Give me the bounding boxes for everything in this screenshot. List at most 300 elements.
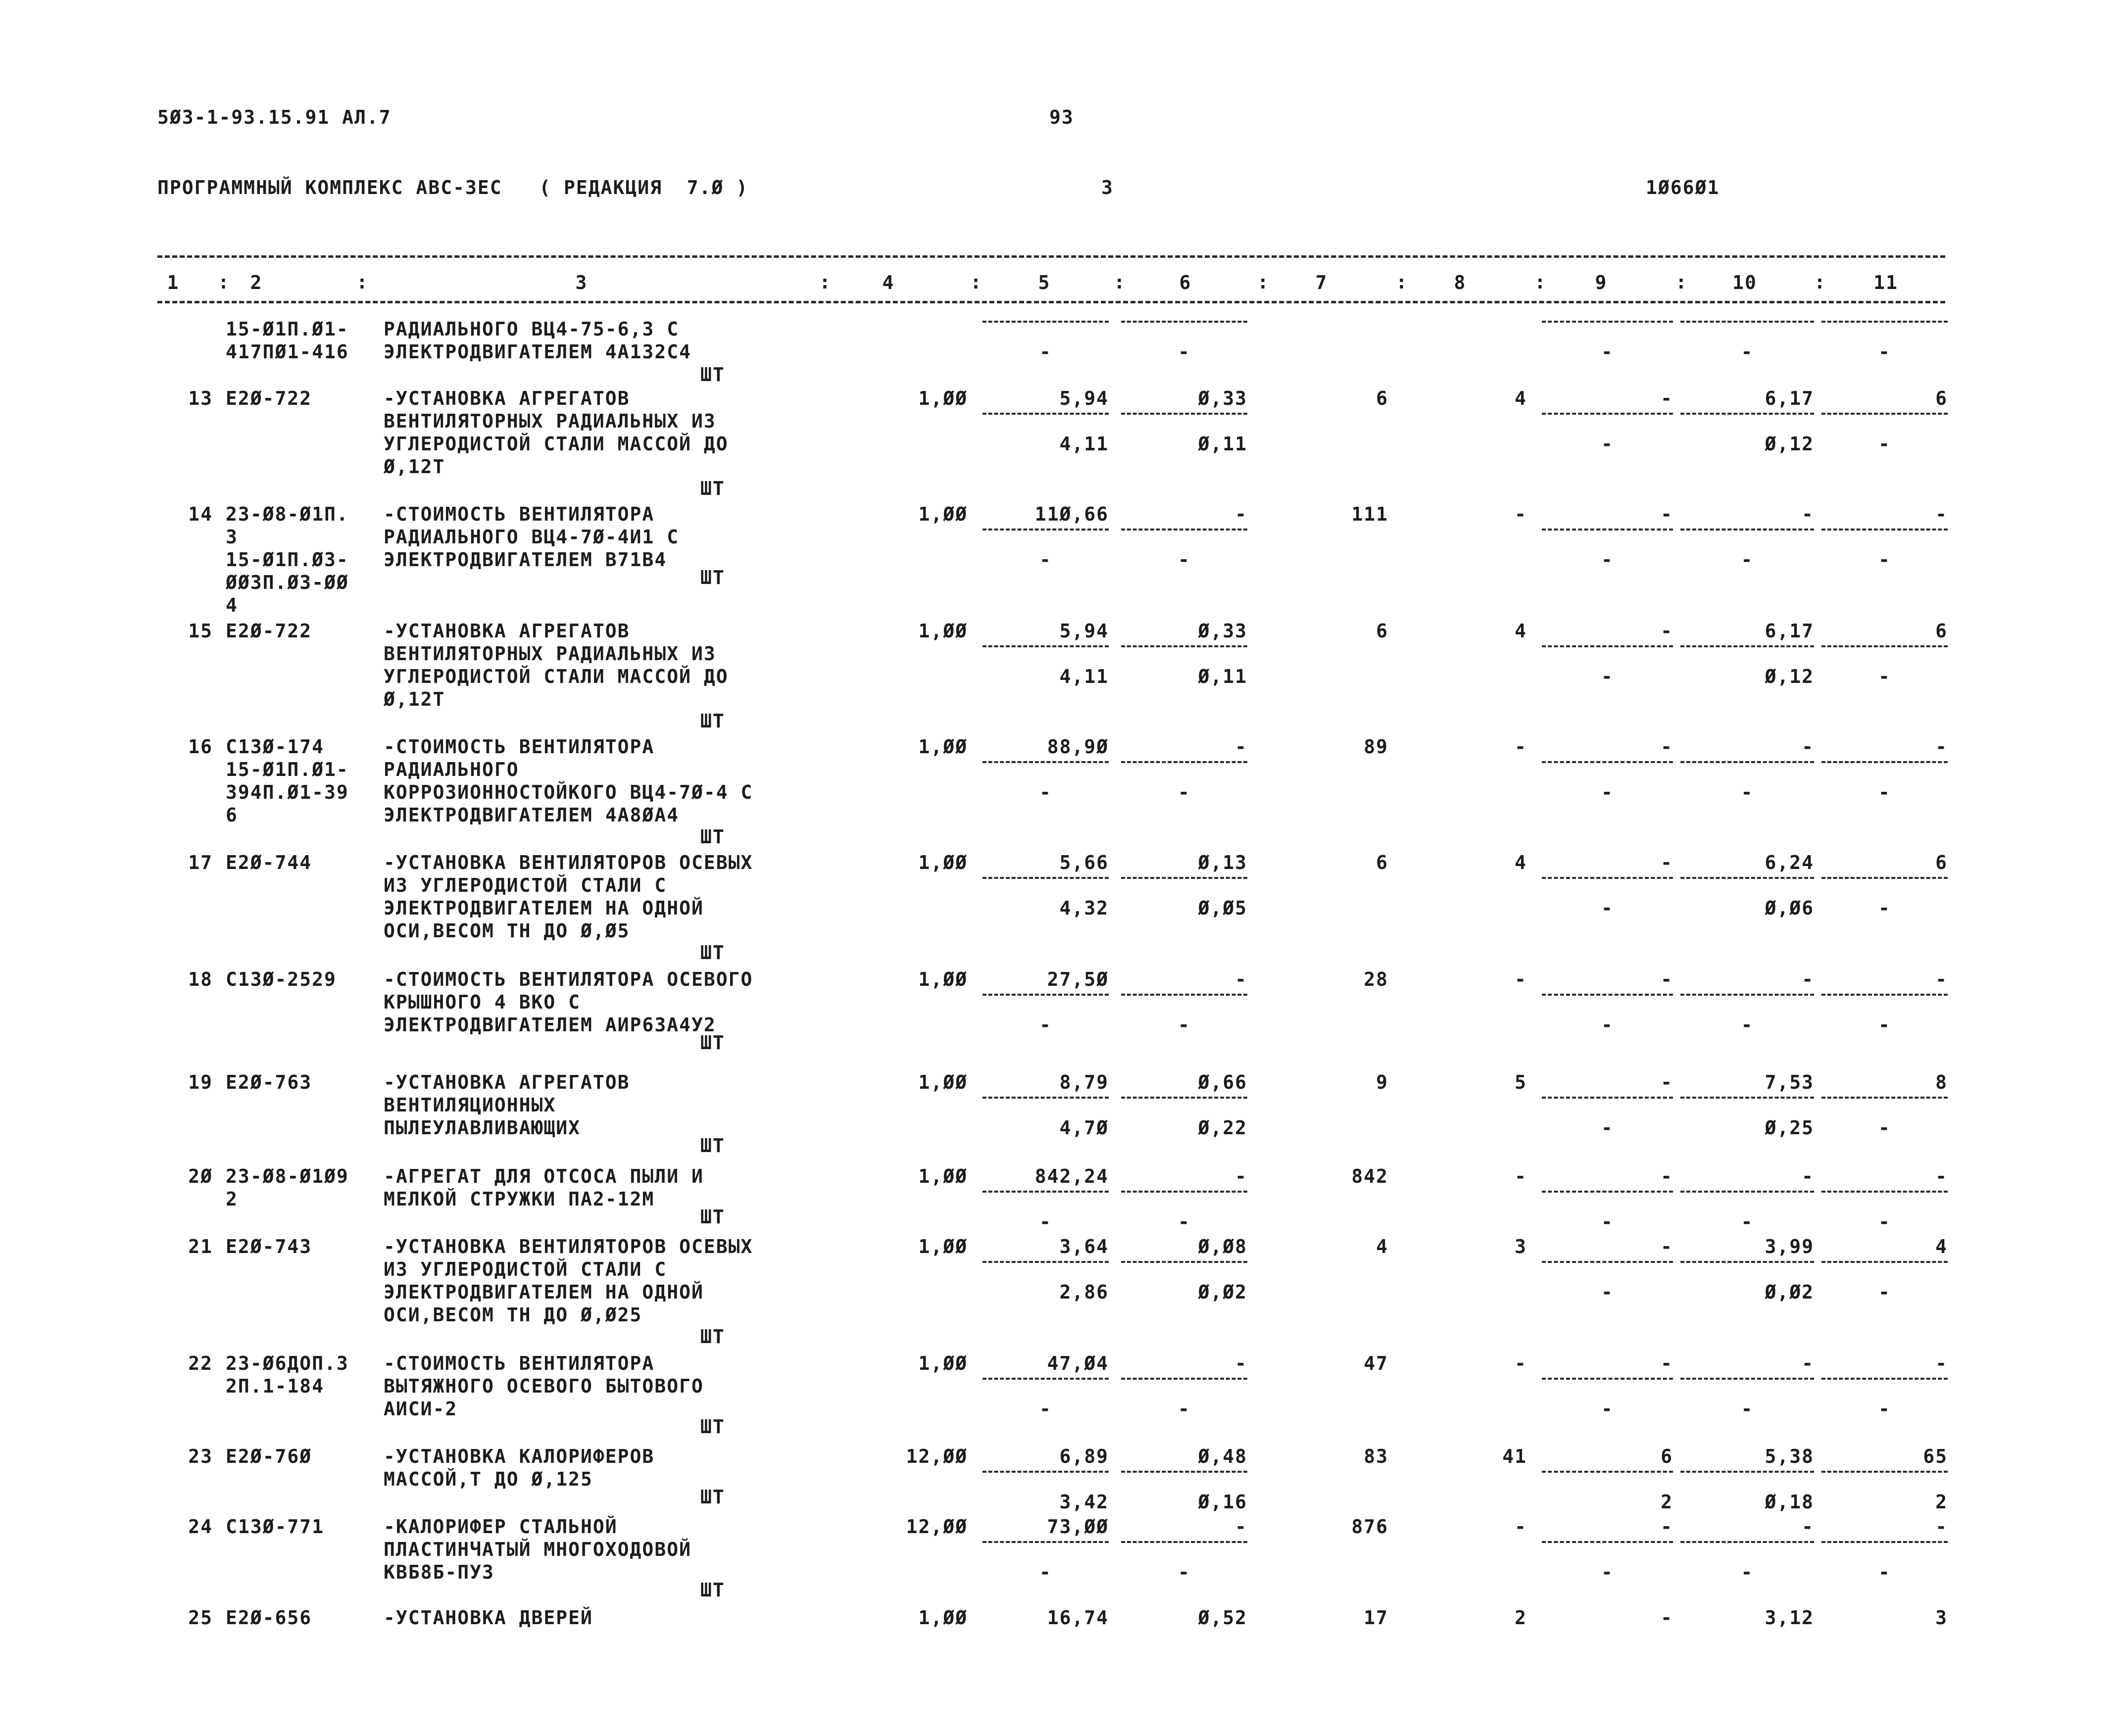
cell-divider: [1821, 413, 1948, 415]
row-description: -АГРЕГАТ ДЛЯ ОТСОСА ПЫЛИ И: [384, 1165, 704, 1187]
cell-c6: -: [1235, 1165, 1247, 1187]
cell-divider: [1680, 645, 1814, 647]
row-description: ВЕНТИЛЯТОРНЫХ РАДИАЛЬНЫХ ИЗ: [384, 643, 716, 665]
cell-c5-second: 3,42: [1059, 1491, 1109, 1513]
cell-c9-second: -: [1601, 1561, 1614, 1583]
cell-divider: [1680, 413, 1814, 415]
table-top-rule: [157, 255, 1945, 258]
column-header-9: 9: [1595, 272, 1608, 293]
cell-c9: -: [1661, 1352, 1673, 1374]
cell-c9-second: -: [1601, 897, 1614, 919]
cell-divider: [983, 994, 1109, 996]
cell-c11: -: [1935, 1516, 1948, 1538]
cell-divider: [1821, 1378, 1948, 1380]
row-unit: ШТ: [700, 1486, 725, 1508]
cell-c5-second: 4,11: [1059, 666, 1109, 687]
row-description: ОСИ,ВЕСОМ ТН ДО Ø,Ø5: [384, 920, 630, 942]
row-code: 417ПØ1-416: [226, 341, 349, 363]
cell-c6: Ø,33: [1198, 620, 1247, 642]
cell-divider: [1542, 1191, 1673, 1193]
cell-c5-second: -: [1039, 1211, 1052, 1233]
row-description: -УСТАНОВКА ДВЕРЕЙ: [384, 1607, 593, 1629]
cell-divider: [983, 1471, 1109, 1473]
row-code: Е2Ø-722: [226, 620, 312, 642]
row-code: Е2Ø-722: [226, 387, 312, 409]
cell-c10: 5,38: [1765, 1446, 1814, 1467]
cell-c11: -: [1935, 736, 1948, 758]
cell-c6: Ø,Ø8: [1198, 1236, 1247, 1257]
program-title: ПРОГРАММНЫЙ КОМПЛЕКС АВС-3ЕС ( РЕДАКЦИЯ 7.Ø ): [157, 177, 749, 198]
cell-c10-second: -: [1741, 781, 1754, 803]
row-description: АИСИ-2: [384, 1398, 458, 1420]
cell-c11: -: [1935, 1165, 1948, 1187]
row-description: ЭЛЕКТРОДВИГАТЕЛЕМ В71В4: [384, 549, 667, 571]
row-description: ИЗ УГЛЕРОДИСТОЙ СТАЛИ С: [384, 1258, 667, 1280]
cell-divider: [1121, 1097, 1247, 1099]
cell-divider: [1542, 1541, 1673, 1543]
cell-c6-second: Ø,Ø2: [1198, 1281, 1247, 1303]
cell-c7: 9: [1376, 1071, 1388, 1093]
row-code: 3: [226, 526, 238, 548]
cell-c6-second: Ø,11: [1198, 666, 1247, 687]
cell-divider: [1121, 1191, 1247, 1193]
cell-c8: -: [1515, 1352, 1527, 1374]
cell-c11-second: -: [1878, 1014, 1891, 1036]
cell-c9-second: 2: [1661, 1491, 1673, 1513]
cell-c7: 28: [1364, 968, 1388, 990]
row-unit: ШТ: [700, 1206, 725, 1228]
cell-c10: -: [1802, 1516, 1814, 1538]
row-code: Е2Ø-744: [226, 852, 312, 873]
cell-c11: -: [1935, 968, 1948, 990]
row-description: РАДИАЛЬНОГО ВЦ4-7Ø-4И1 С: [384, 526, 680, 548]
column-header-7: 7: [1315, 272, 1328, 293]
cell-c6: Ø,13: [1198, 852, 1247, 873]
row-code: 23-Ø8-Ø1Ø9: [226, 1165, 349, 1187]
cell-c10: -: [1802, 736, 1814, 758]
column-separator: :: [819, 271, 831, 293]
cell-divider: [983, 1261, 1109, 1263]
column-header-8: 8: [1454, 272, 1467, 293]
row-unit: ШТ: [700, 567, 725, 588]
row-description: Ø,12Т: [384, 456, 445, 478]
cell-c9-second: -: [1601, 666, 1614, 687]
row-description: ВЕНТИЛЯЦИОННЫХ: [384, 1094, 556, 1116]
cell-c10: -: [1802, 1165, 1814, 1187]
cell-c7: 89: [1364, 736, 1388, 758]
cell-c9-second: -: [1601, 781, 1614, 803]
cell-c11: -: [1935, 1352, 1948, 1374]
cell-c10: -: [1802, 1352, 1814, 1374]
cell-c11-second: -: [1878, 1211, 1891, 1233]
column-header-4: 4: [882, 272, 895, 293]
row-description: ЭЛЕКТРОДВИГАТЕЛЕМ АИР63А4У2: [384, 1014, 716, 1036]
row-code: 2П.1-184: [226, 1375, 325, 1397]
row-description: МЕЛКОЙ СТРУЖКИ ПА2-12М: [384, 1188, 655, 1210]
cell-c10-second: -: [1741, 341, 1754, 363]
cell-c4: 12,ØØ: [906, 1446, 968, 1467]
cell-c9: -: [1661, 1607, 1673, 1629]
cell-c10-second: -: [1741, 1561, 1754, 1583]
row-code: Е2Ø-656: [226, 1607, 312, 1629]
row-code: ØØ3П.Ø3-ØØ: [226, 572, 349, 593]
cell-c4: 1,ØØ: [918, 503, 968, 525]
cell-c8: 3: [1515, 1236, 1527, 1257]
cell-divider: [1680, 1541, 1814, 1543]
cell-divider: [1542, 877, 1673, 879]
row-code: 15-Ø1П.Ø1-: [226, 759, 349, 780]
column-header-6: 6: [1179, 272, 1192, 293]
row-unit: ШТ: [700, 1326, 725, 1348]
cell-divider: [1680, 1471, 1814, 1473]
cell-c9: -: [1661, 1236, 1673, 1257]
row-code: 23-Ø6ДОП.3: [226, 1352, 349, 1374]
cell-c8: 41: [1502, 1446, 1527, 1467]
cell-c6: Ø,48: [1198, 1446, 1247, 1467]
cell-c7: 6: [1376, 620, 1388, 642]
cell-c5: 842,24: [1034, 1165, 1109, 1187]
cell-c11-second: -: [1878, 341, 1891, 363]
row-description: ПЫЛЕУЛАВЛИВАЮЩИХ: [384, 1117, 581, 1139]
cell-c7: 876: [1351, 1516, 1388, 1538]
row-description: УГЛЕРОДИСТОЙ СТАЛИ МАССОЙ ДО: [384, 433, 729, 455]
cell-c4: 1,ØØ: [918, 1607, 968, 1629]
row-number: 14: [188, 503, 213, 525]
cell-divider: [1821, 645, 1948, 647]
cell-c9: -: [1661, 1165, 1673, 1187]
cell-divider: [983, 321, 1109, 323]
cell-c11: -: [1935, 503, 1948, 525]
cell-c7: 6: [1376, 852, 1388, 873]
cell-c11-second: -: [1878, 549, 1891, 571]
cell-c11-second: -: [1878, 1398, 1891, 1420]
cell-c6: -: [1235, 1352, 1247, 1374]
cell-c10-second: Ø,12: [1765, 433, 1814, 455]
row-description: -КАЛОРИФЕР СТАЛЬНОЙ: [384, 1516, 618, 1538]
cell-divider: [1542, 1378, 1673, 1380]
cell-c8: 2: [1515, 1607, 1527, 1629]
cell-c10: -: [1802, 968, 1814, 990]
cell-c4: 1,ØØ: [918, 852, 968, 873]
cell-divider: [1821, 994, 1948, 996]
cell-divider: [983, 645, 1109, 647]
row-code: Е2Ø-743: [226, 1236, 312, 1257]
row-number: 25: [188, 1607, 213, 1629]
cell-divider: [1542, 1261, 1673, 1263]
cell-divider: [1121, 994, 1247, 996]
row-code: С13Ø-2529: [226, 968, 337, 990]
cell-divider: [983, 877, 1109, 879]
cell-divider: [1121, 321, 1247, 323]
cell-c5-second: -: [1039, 1014, 1052, 1036]
cell-c8: -: [1515, 1516, 1527, 1538]
cell-divider: [1121, 1378, 1247, 1380]
row-description: ОСИ,ВЕСОМ ТН ДО Ø,Ø25: [384, 1304, 642, 1326]
row-unit: ШТ: [700, 710, 725, 732]
cell-divider: [1542, 1097, 1673, 1099]
row-description: -УСТАНОВКА ВЕНТИЛЯТОРОВ ОСЕВЫХ: [384, 1236, 753, 1257]
cell-c10-second: -: [1741, 549, 1754, 571]
row-unit: ШТ: [700, 1135, 725, 1157]
cell-c5-second: -: [1039, 549, 1052, 571]
cell-c5: 3,64: [1059, 1236, 1109, 1257]
cell-c5: 6,89: [1059, 1446, 1109, 1467]
cell-c5: 8,79: [1059, 1071, 1109, 1093]
column-separator: :: [1114, 271, 1125, 293]
column-separator: :: [1814, 271, 1825, 293]
row-number: 23: [188, 1446, 213, 1467]
cell-divider: [1821, 529, 1948, 530]
cell-divider: [1821, 1471, 1948, 1473]
cell-c5: 11Ø,66: [1034, 503, 1109, 525]
row-number: 19: [188, 1071, 213, 1093]
cell-divider: [1680, 761, 1814, 763]
cell-divider: [983, 1191, 1109, 1193]
row-code: 2: [226, 1188, 238, 1210]
cell-c5: 73,ØØ: [1047, 1516, 1109, 1538]
row-code: 23-Ø8-Ø1П.: [226, 503, 349, 525]
row-unit: ШТ: [700, 1579, 725, 1601]
cell-c9: -: [1661, 620, 1673, 642]
cell-divider: [1542, 645, 1673, 647]
row-description: -УСТАНОВКА ВЕНТИЛЯТОРОВ ОСЕВЫХ: [384, 852, 753, 873]
cell-c8: -: [1515, 968, 1527, 990]
cell-c8: 4: [1515, 852, 1527, 873]
cell-c6-second: -: [1178, 781, 1190, 803]
column-header-10: 10: [1732, 272, 1757, 293]
column-separator: :: [1534, 271, 1546, 293]
cell-c9-second: -: [1601, 341, 1614, 363]
column-header-1: 1: [167, 272, 180, 293]
row-description: ПЛАСТИНЧАТЫЙ МНОГОХОДОВОЙ: [384, 1539, 691, 1560]
cell-c4: 1,ØØ: [918, 736, 968, 758]
cell-c11-second: -: [1878, 666, 1891, 687]
cell-c5: 88,9Ø: [1047, 736, 1109, 758]
row-number: 17: [188, 852, 213, 873]
cell-c7: 6: [1376, 387, 1388, 409]
cell-divider: [1680, 1261, 1814, 1263]
cell-c10-second: Ø,25: [1765, 1117, 1814, 1139]
row-code: 4: [226, 594, 238, 616]
cell-divider: [1121, 645, 1247, 647]
cell-c6-second: -: [1178, 1561, 1190, 1583]
cell-c6: -: [1235, 968, 1247, 990]
cell-c7: 842: [1351, 1165, 1388, 1187]
row-unit: ШТ: [700, 942, 725, 964]
cell-c11-second: -: [1878, 1561, 1891, 1583]
row-description: ЭЛЕКТРОДВИГАТЕЛЕМ НА ОДНОЙ: [384, 1281, 704, 1303]
cell-divider: [1821, 321, 1948, 323]
row-description: КОРРОЗИОННОСТОЙКОГО ВЦ4-7Ø-4 С: [384, 781, 753, 803]
row-description: ЭЛЕКТРОДВИГАТЕЛЕМ НА ОДНОЙ: [384, 897, 704, 919]
cell-c6: Ø,52: [1198, 1607, 1247, 1629]
column-separator: :: [356, 271, 368, 293]
cell-c10-second: Ø,Ø2: [1765, 1281, 1814, 1303]
row-description: -УСТАНОВКА АГРЕГАТОВ: [384, 387, 630, 409]
row-description: ВЕНТИЛЯТОРНЫХ РАДИАЛЬНЫХ ИЗ: [384, 410, 716, 432]
cell-c6-second: -: [1178, 1211, 1190, 1233]
cell-c9: 6: [1661, 1446, 1673, 1467]
column-header-5: 5: [1038, 272, 1051, 293]
cell-c11-second: -: [1878, 781, 1891, 803]
row-unit: ШТ: [700, 478, 725, 499]
cell-c5-second: 4,32: [1059, 897, 1109, 919]
row-description: -УСТАНОВКА АГРЕГАТОВ: [384, 1071, 630, 1093]
cell-divider: [983, 529, 1109, 530]
cell-c7: 47: [1364, 1352, 1388, 1374]
cell-c9: -: [1661, 1516, 1673, 1538]
cell-c10: 6,24: [1765, 852, 1814, 873]
cell-c4: 1,ØØ: [918, 1236, 968, 1257]
row-unit: ШТ: [700, 364, 725, 386]
cell-c11-second: -: [1878, 1281, 1891, 1303]
cell-divider: [983, 761, 1109, 763]
cell-c11-second: -: [1878, 433, 1891, 455]
cell-divider: [1821, 761, 1948, 763]
cell-c9: -: [1661, 736, 1673, 758]
row-code: С13Ø-174: [226, 736, 325, 758]
cell-c9-second: -: [1601, 1281, 1614, 1303]
cell-c10-second: Ø,Ø6: [1765, 897, 1814, 919]
cell-c10: 3,99: [1765, 1236, 1814, 1257]
cell-c9: -: [1661, 968, 1673, 990]
cell-c6-second: -: [1178, 341, 1190, 363]
cell-c4: 1,ØØ: [918, 1165, 968, 1187]
cell-c6-second: Ø,22: [1198, 1117, 1247, 1139]
cell-divider: [983, 1097, 1109, 1099]
row-description: ВЫТЯЖНОГО ОСЕВОГО БЫТОВОГО: [384, 1375, 704, 1397]
cell-c9-second: -: [1601, 1014, 1614, 1036]
column-separator: :: [218, 271, 229, 293]
row-code: С13Ø-771: [226, 1516, 325, 1538]
cell-c6-second: Ø,16: [1198, 1491, 1247, 1513]
cell-divider: [1542, 994, 1673, 996]
cell-c10: 6,17: [1765, 620, 1814, 642]
cell-divider: [1821, 1191, 1948, 1193]
column-separator: :: [1675, 271, 1687, 293]
cell-c11-second: 2: [1935, 1491, 1948, 1513]
cell-c9-second: -: [1601, 1398, 1614, 1420]
cell-divider: [1680, 529, 1814, 530]
cell-c7: 17: [1364, 1607, 1388, 1629]
cell-c8: -: [1515, 1165, 1527, 1187]
cell-divider: [1680, 877, 1814, 879]
cell-c10-second: -: [1741, 1014, 1754, 1036]
cell-c5-second: -: [1039, 781, 1052, 803]
cell-c7: 4: [1376, 1236, 1388, 1257]
row-description: Ø,12Т: [384, 688, 445, 710]
column-header-3: 3: [575, 272, 588, 293]
cell-c6-second: Ø,Ø5: [1198, 897, 1247, 919]
row-description: -СТОИМОСТЬ ВЕНТИЛЯТОРА ОСЕВОГО: [384, 968, 753, 990]
cell-divider: [1121, 877, 1247, 879]
cell-c9-second: -: [1601, 549, 1614, 571]
cell-c4: 1,ØØ: [918, 387, 968, 409]
cell-divider: [1821, 1541, 1948, 1543]
cell-c11-second: -: [1878, 1117, 1891, 1139]
cell-divider: [1821, 1261, 1948, 1263]
cell-c6: -: [1235, 736, 1247, 758]
cell-c10: 3,12: [1765, 1607, 1814, 1629]
cell-divider: [1121, 529, 1247, 530]
cell-c9: -: [1661, 1071, 1673, 1093]
row-number: 22: [188, 1352, 213, 1374]
cell-divider: [1821, 1097, 1948, 1099]
row-description: ЭЛЕКТРОДВИГАТЕЛЕМ 4А8ØА4: [384, 804, 680, 826]
row-description: -СТОИМОСТЬ ВЕНТИЛЯТОРА: [384, 503, 655, 525]
cell-c9-second: -: [1601, 433, 1614, 455]
cell-c11: 65: [1923, 1446, 1948, 1467]
cell-c11: 8: [1935, 1071, 1948, 1093]
cell-divider: [1680, 994, 1814, 996]
cell-c9: -: [1661, 852, 1673, 873]
row-description: -УСТАНОВКА АГРЕГАТОВ: [384, 620, 630, 642]
cell-c5: 16,74: [1047, 1607, 1109, 1629]
cell-c5-second: -: [1039, 341, 1052, 363]
cell-c4: 12,ØØ: [906, 1516, 968, 1538]
cell-c8: -: [1515, 503, 1527, 525]
cell-c8: 4: [1515, 387, 1527, 409]
row-number: 13: [188, 387, 213, 409]
cell-c4: 1,ØØ: [918, 968, 968, 990]
cell-c6-second: -: [1178, 549, 1190, 571]
cell-c5: 47,Ø4: [1047, 1352, 1109, 1374]
row-description: РАДИАЛЬНОГО ВЦ4-75-6,3 С: [384, 318, 680, 340]
cell-c11-second: -: [1878, 897, 1891, 919]
cell-c4: 1,ØØ: [918, 620, 968, 642]
cell-c6-second: -: [1178, 1014, 1190, 1036]
cell-divider: [983, 413, 1109, 415]
row-description: -СТОИМОСТЬ ВЕНТИЛЯТОРА: [384, 1352, 655, 1374]
cell-divider: [1821, 877, 1948, 879]
cell-c6: -: [1235, 1516, 1247, 1538]
cell-c8: 4: [1515, 620, 1527, 642]
cell-c9: -: [1661, 387, 1673, 409]
cell-divider: [1121, 1261, 1247, 1263]
document-id: 1Ø66Ø1: [1646, 177, 1720, 198]
cell-c5-second: 4,11: [1059, 433, 1109, 455]
row-description: КВБ8Б-ПУЗ: [384, 1561, 494, 1583]
row-description: ИЗ УГЛЕРОДИСТОЙ СТАЛИ С: [384, 874, 667, 896]
cell-c9: -: [1661, 503, 1673, 525]
cell-c5: 27,5Ø: [1047, 968, 1109, 990]
cell-divider: [1121, 1471, 1247, 1473]
cell-c4: 1,ØØ: [918, 1352, 968, 1374]
row-code: 6: [226, 804, 238, 826]
column-header-2: 2: [250, 272, 263, 293]
cell-c10: -: [1802, 503, 1814, 525]
cell-c7: 111: [1351, 503, 1388, 525]
cell-c10: 7,53: [1765, 1071, 1814, 1093]
cell-divider: [983, 1541, 1109, 1543]
cell-c9-second: -: [1601, 1211, 1614, 1233]
row-unit: ШТ: [700, 1416, 725, 1438]
cell-divider: [1542, 761, 1673, 763]
cell-divider: [1121, 761, 1247, 763]
cell-c11: 6: [1935, 620, 1948, 642]
row-code: Е2Ø-763: [226, 1071, 312, 1093]
cell-c6-second: -: [1178, 1398, 1190, 1420]
cell-c10-second: Ø,12: [1765, 666, 1814, 687]
cell-c7: 83: [1364, 1446, 1388, 1467]
column-separator: :: [970, 271, 982, 293]
cell-c10-second: -: [1741, 1211, 1754, 1233]
cell-c5: 5,94: [1059, 387, 1109, 409]
cell-c11: 6: [1935, 852, 1948, 873]
cell-c10-second: Ø,18: [1765, 1491, 1814, 1513]
row-number: 15: [188, 620, 213, 642]
row-code: Е2Ø-76Ø: [226, 1446, 312, 1467]
